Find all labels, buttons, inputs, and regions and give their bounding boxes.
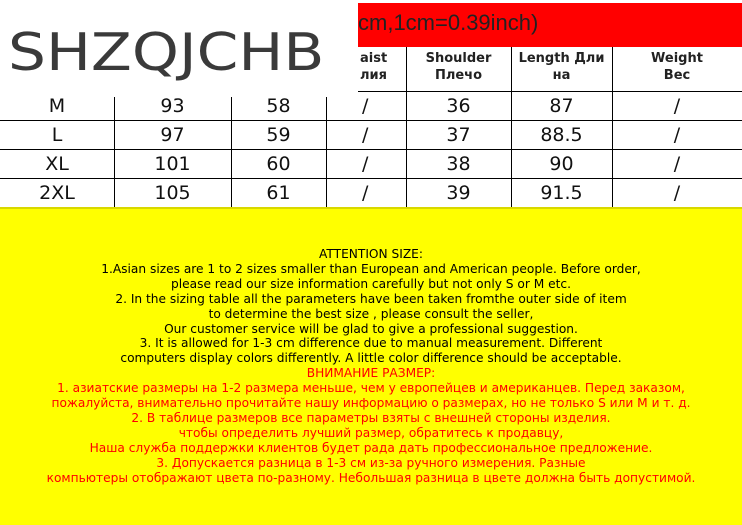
unit-banner xyxy=(358,3,742,47)
note-line-en: computers display colors differently. A little color difference should be acceptable. xyxy=(120,351,622,366)
column-header xyxy=(612,50,742,90)
table-cell: XL xyxy=(45,153,69,175)
table-cell: 91.5 xyxy=(540,182,583,204)
header-line2: лия xyxy=(360,68,387,83)
table-cell: 93 xyxy=(160,95,185,117)
note-line-ru: Наша служба поддержки клиентов будет рада дать профессиональное предложение. xyxy=(89,440,653,455)
table-cell: / xyxy=(673,182,681,204)
table-cell: 36 xyxy=(446,95,471,117)
brand-logo: SHZQJCHB xyxy=(8,23,325,83)
note-line-en: please read our size information carefully but not only S or M etc. xyxy=(171,276,571,291)
note-line-en: 1.Asian sizes are 1 to 2 sizes smaller than European and American people. Before order, xyxy=(101,261,641,276)
table-cell: 61 xyxy=(266,182,291,204)
note-line-ru: 2. В таблице размеров все параметры взяты с внешней стороны изделия. xyxy=(131,410,611,425)
header-line1: Weight xyxy=(651,51,703,66)
table-cell: 58 xyxy=(266,95,291,117)
table-cell: 90 xyxy=(549,153,574,175)
table-cell: 59 xyxy=(266,124,291,146)
note-line-ru: 3. Допускается разница в 1-3 см из-за ручного измерения. Разные xyxy=(156,455,586,470)
table-cell: 87 xyxy=(549,95,574,117)
attention-notes xyxy=(0,207,742,525)
table-cell: 39 xyxy=(446,182,471,204)
note-line-en: 3. It is allowed for 1-3 cm difference due to manual measurement. Different xyxy=(139,336,603,351)
notes-text xyxy=(0,247,742,486)
header-line1: Shoulder xyxy=(425,51,492,66)
table-cell: 37 xyxy=(446,124,471,146)
note-line-en: 2. In the sizing table all the parameters have been taken fromthe outer side of item xyxy=(115,291,627,306)
header-line2: на xyxy=(552,68,571,83)
header-line1: Length Дли xyxy=(518,51,605,66)
table-cell: 60 xyxy=(266,153,291,175)
note-line-en: ATTENTION SIZE: xyxy=(319,247,423,261)
header-line2: Вес xyxy=(663,68,691,83)
table-cell: / xyxy=(362,153,369,175)
table-cell: L xyxy=(51,124,63,146)
table-cell: 2XL xyxy=(39,182,75,204)
header-line1: aist xyxy=(360,51,388,66)
table-cell: 88.5 xyxy=(540,124,583,146)
column-header xyxy=(358,50,408,90)
unit-banner-text: cm,1cm=0.39inch) xyxy=(358,10,539,35)
note-line-ru: 1. азиатские размеры на 1-2 размера меньше, чем у европейцев и американцев. Перед заказом, xyxy=(57,381,685,396)
note-line-ru: пожалуйста, внимательно прочитайте нашу информацию о размерах, но не только S или M и т. д. xyxy=(51,396,691,411)
note-line-en: to determine the best size , please consult the seller, xyxy=(208,306,534,321)
column-header xyxy=(406,50,511,90)
note-line-ru: чтобы определить лучший размер, обратитесь к продавцу, xyxy=(178,425,564,440)
table-cell: M xyxy=(48,95,66,117)
table-cell: 105 xyxy=(154,182,191,204)
note-line-ru: компьютеры отображают цвета по-разному. Небольшая разница в цвете должна быть допустимой. xyxy=(46,470,696,485)
table-cell: / xyxy=(362,95,369,117)
table-cell: / xyxy=(673,124,681,146)
table-cell: / xyxy=(673,153,681,175)
table-cell: / xyxy=(362,124,369,146)
table-cell: / xyxy=(673,95,681,117)
table-cell: 97 xyxy=(160,124,185,146)
note-line-en: Our customer service will be glad to give a professional suggestion. xyxy=(164,321,578,336)
table-cell: 38 xyxy=(446,153,471,175)
header-line2: Плечо xyxy=(434,68,483,83)
note-line-ru: ВНИМАНИЕ РАЗМЕР: xyxy=(306,366,436,381)
table-cell: / xyxy=(362,182,369,204)
column-header xyxy=(511,50,612,90)
table-cell: 101 xyxy=(154,153,191,175)
